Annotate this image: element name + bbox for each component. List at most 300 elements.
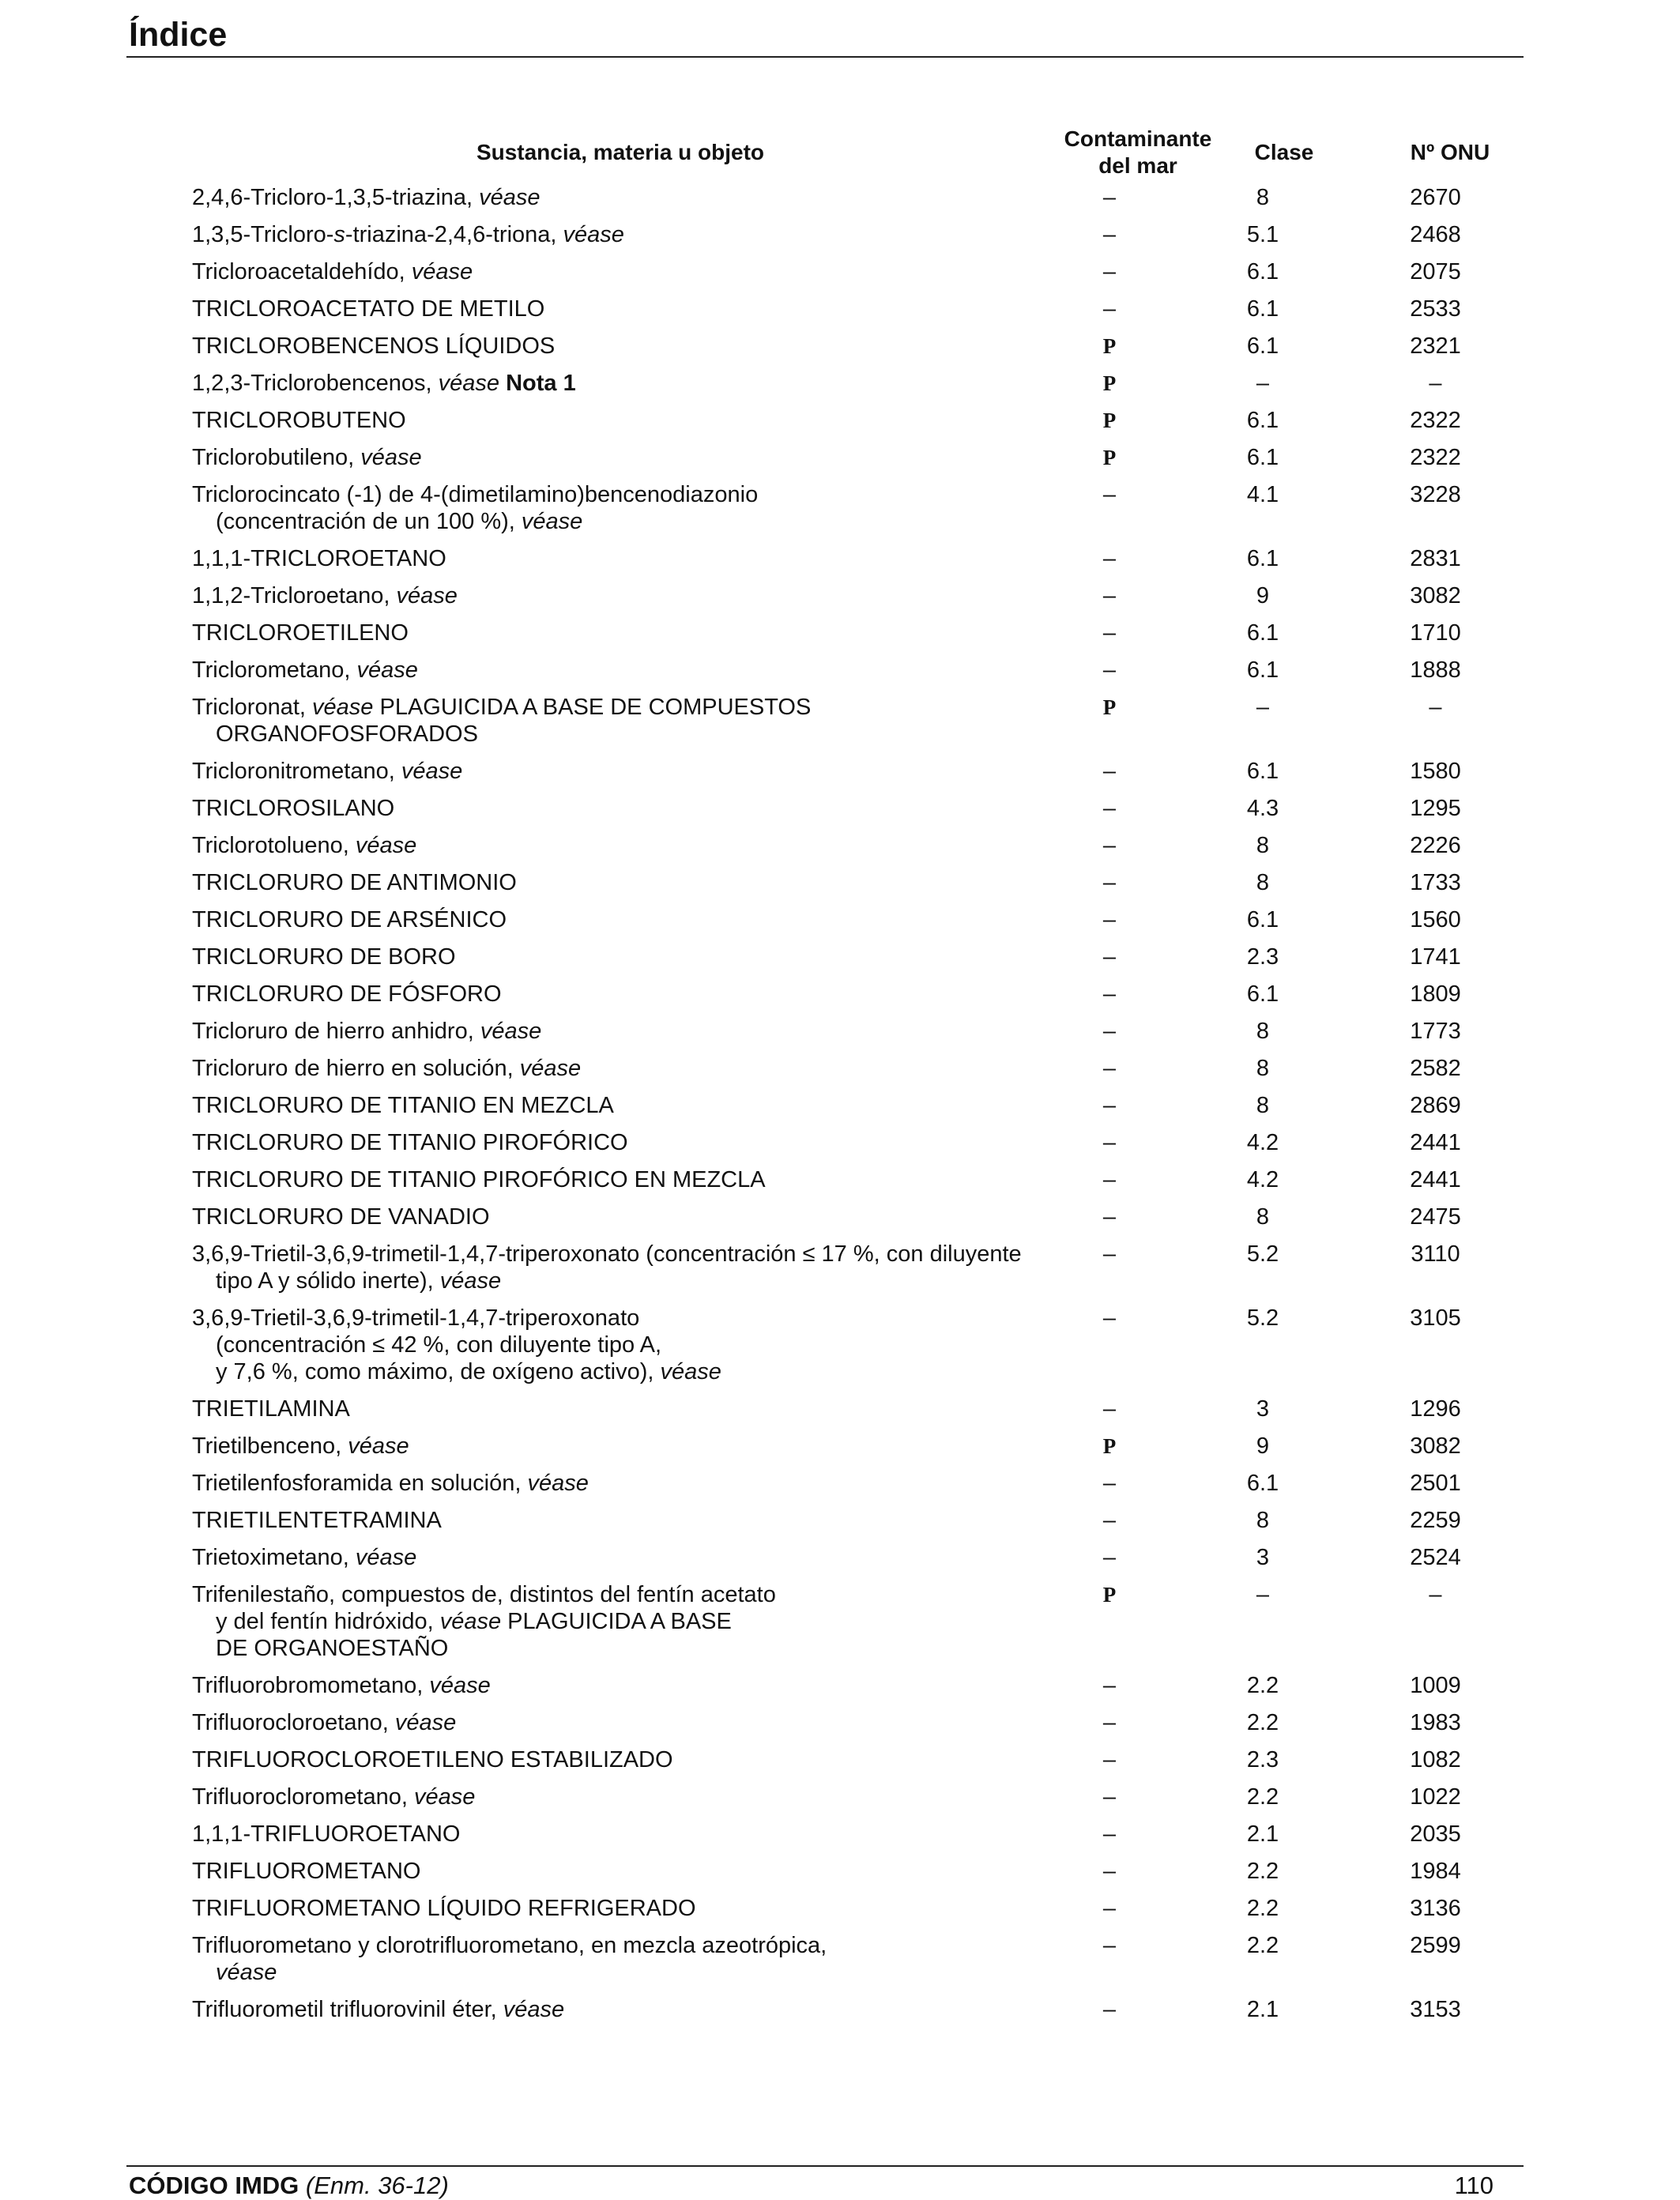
marine-pollutant-dash: – xyxy=(1102,1821,1117,1847)
marine-pollutant-mark: P xyxy=(1102,1583,1117,1607)
table-row xyxy=(186,184,1529,221)
marine-pollutant-cell xyxy=(1035,1204,1184,1241)
substance-name xyxy=(186,1055,1035,1092)
see-reference: véase xyxy=(439,1268,502,1294)
see-reference: véase xyxy=(503,1997,565,2022)
marine-pollutant-cell xyxy=(1035,1166,1184,1204)
marine-pollutant-dash: – xyxy=(1102,1896,1117,1921)
un-number-cell: 1296 xyxy=(1410,1396,1461,1422)
marine-pollutant-dash: – xyxy=(1102,259,1117,284)
un-number-cell: 1082 xyxy=(1410,1747,1461,1772)
marine-pollutant-cell xyxy=(1035,1996,1184,2033)
un-number-cell: 2670 xyxy=(1410,185,1461,210)
substance-line xyxy=(192,1433,1035,1460)
see-reference: véase xyxy=(216,1960,277,1985)
marine-pollutant-dash: – xyxy=(1102,1019,1117,1044)
class-cell: 6.1 xyxy=(1246,1471,1279,1496)
substance-name xyxy=(186,221,1035,258)
substance-text: y del fentín hidróxido, xyxy=(216,1609,440,1634)
marine-pollutant-cell xyxy=(1035,1709,1184,1746)
table-row xyxy=(186,1672,1529,1709)
see-reference: véase xyxy=(396,583,458,608)
un-number-cell: 2869 xyxy=(1410,1093,1461,1118)
marine-pollutant-dash: – xyxy=(1102,1093,1117,1118)
class-cell: 2.3 xyxy=(1246,944,1279,970)
substance-name xyxy=(186,444,1035,481)
substance-line xyxy=(192,981,1035,1008)
substance-text: Tricloroacetaldehído, xyxy=(192,259,412,284)
un-number-cell: 1560 xyxy=(1410,907,1461,932)
class-cell: 4.2 xyxy=(1246,1130,1279,1155)
substance-line xyxy=(192,795,1035,822)
see-reference: véase xyxy=(356,657,418,683)
see-reference: véase xyxy=(355,833,417,858)
substance-text: TRICLORURO DE FÓSFORO xyxy=(192,981,502,1007)
substance-line xyxy=(192,1241,1035,1268)
see-reference: véase xyxy=(660,1359,721,1384)
substance-text: Trietoximetano, xyxy=(192,1545,356,1570)
substance-text: ORGANOFOSFORADOS xyxy=(216,721,478,747)
substance-text: 1,2,3-Triclorobencenos, xyxy=(192,371,439,396)
substance-text: Triclorobutileno, xyxy=(192,445,361,470)
substance-line xyxy=(192,407,1035,434)
see-reference: véase xyxy=(519,1056,582,1081)
substance-line xyxy=(192,296,1035,322)
marine-pollutant-dash: – xyxy=(1102,546,1117,571)
table-row xyxy=(186,1996,1529,2033)
substance-name xyxy=(186,1204,1035,1241)
see-reference: véase xyxy=(438,371,500,396)
table-body xyxy=(186,184,1529,2033)
marine-pollutant-cell xyxy=(1035,694,1184,758)
un-number-cell: 1773 xyxy=(1410,1019,1461,1044)
substance-line xyxy=(192,333,1035,360)
marine-pollutant-cell xyxy=(1035,545,1184,582)
substance-text: TRICLOROBENCENOS LÍQUIDOS xyxy=(192,333,556,359)
substance-continuation-line xyxy=(192,1608,1035,1635)
marine-pollutant-cell xyxy=(1035,944,1184,981)
substance-text: Trifluorometano y clorotrifluorometano, en mezcla azeotrópica, xyxy=(192,1933,827,1958)
substance-line xyxy=(192,657,1035,684)
table-row xyxy=(186,694,1529,758)
un-number-cell: 2831 xyxy=(1410,546,1461,571)
substance-line xyxy=(192,481,1035,508)
substance-text: PLAGUICIDA A BASE xyxy=(501,1609,732,1634)
table-row xyxy=(186,1396,1529,1433)
marine-pollutant-dash: – xyxy=(1102,1204,1117,1230)
marine-pollutant-cell xyxy=(1035,258,1184,296)
un-number-cell: 2468 xyxy=(1410,222,1461,247)
substance-line xyxy=(192,258,1035,285)
substance-line xyxy=(192,1470,1035,1497)
table-row xyxy=(186,1507,1529,1544)
see-reference: véase xyxy=(355,1545,417,1570)
substance-text: TRICLORURO DE ANTIMONIO xyxy=(192,870,517,895)
table-row xyxy=(186,1746,1529,1784)
table-row xyxy=(186,1821,1529,1858)
class-cell: 8 xyxy=(1256,833,1270,858)
substance-continuation-line xyxy=(192,1332,1035,1358)
substance-text: 3,6,9-Trietil-3,6,9-trimetil-1,4,7-triperoxonato (concentración ≤ 17 %, con diluyente xyxy=(192,1241,1022,1267)
table-row xyxy=(186,333,1529,370)
marine-pollutant-mark: P xyxy=(1102,334,1117,358)
substance-name xyxy=(186,184,1035,221)
substance-text: Trifluorocloroetano, xyxy=(192,1710,395,1735)
marine-pollutant-cell xyxy=(1035,1746,1184,1784)
class-cell: 2.2 xyxy=(1246,1933,1279,1958)
class-cell: 5.2 xyxy=(1246,1241,1279,1267)
marine-pollutant-dash: – xyxy=(1102,1241,1117,1267)
marine-pollutant-dash: – xyxy=(1102,222,1117,247)
class-cell: – xyxy=(1256,695,1270,720)
substance-line xyxy=(192,444,1035,471)
substance-continuation-line xyxy=(192,1358,1035,1385)
substance-text: TRICLORURO DE TITANIO PIROFÓRICO EN MEZCLA xyxy=(192,1167,766,1192)
marine-pollutant-cell xyxy=(1035,1672,1184,1709)
un-number-cell: 2582 xyxy=(1410,1056,1461,1081)
marine-pollutant-dash: – xyxy=(1102,981,1117,1007)
marine-pollutant-dash: – xyxy=(1102,1508,1117,1533)
substance-text: TRICLORURO DE VANADIO xyxy=(192,1204,490,1230)
see-reference: véase xyxy=(411,259,473,284)
substance-name xyxy=(186,1821,1035,1858)
substance-line xyxy=(192,758,1035,785)
class-cell: 6.1 xyxy=(1246,333,1279,359)
un-number-cell: 3110 xyxy=(1411,1241,1460,1267)
class-cell: 9 xyxy=(1256,583,1270,608)
substance-continuation-line xyxy=(192,508,1035,535)
substance-text: Trifluorometil trifluorovinil éter, xyxy=(192,1997,503,2022)
marine-pollutant-dash: – xyxy=(1102,1305,1117,1331)
table-row xyxy=(186,1895,1529,1932)
substance-name xyxy=(186,1305,1035,1396)
class-cell: 3 xyxy=(1256,1396,1270,1422)
substance-name xyxy=(186,1396,1035,1433)
un-number-cell: 1741 xyxy=(1410,944,1461,970)
marine-pollutant-mark: P xyxy=(1102,446,1117,469)
substance-text: Triclorometano, xyxy=(192,657,357,683)
substance-name xyxy=(186,1858,1035,1895)
marine-pollutant-dash: – xyxy=(1102,1130,1117,1155)
table-row xyxy=(186,1709,1529,1746)
marine-pollutant-cell xyxy=(1035,1507,1184,1544)
column-header-substance: Sustancia, materia u objeto xyxy=(476,140,765,164)
substance-name xyxy=(186,1544,1035,1581)
class-cell: 6.1 xyxy=(1246,408,1279,433)
marine-pollutant-cell xyxy=(1035,333,1184,370)
substance-line xyxy=(192,944,1035,970)
class-cell: 8 xyxy=(1256,1508,1270,1533)
table-row xyxy=(186,1858,1529,1895)
table-row xyxy=(186,370,1529,407)
marine-pollutant-cell xyxy=(1035,444,1184,481)
substance-line xyxy=(192,1544,1035,1571)
substance-line xyxy=(192,1396,1035,1422)
un-number-cell: 3082 xyxy=(1410,583,1461,608)
marine-pollutant-dash: – xyxy=(1102,482,1117,507)
marine-pollutant-dash: – xyxy=(1102,1471,1117,1496)
substance-text: Tricloronitrometano, xyxy=(192,759,401,784)
substance-line xyxy=(192,1784,1035,1810)
un-number-cell: 1009 xyxy=(1410,1673,1461,1698)
table-row xyxy=(186,1055,1529,1092)
substance-name xyxy=(186,795,1035,832)
class-cell: 6.1 xyxy=(1246,657,1279,683)
class-cell: 3 xyxy=(1256,1545,1270,1570)
un-number-cell: 2322 xyxy=(1410,445,1461,470)
substance-line xyxy=(192,1204,1035,1230)
table-row xyxy=(186,1433,1529,1470)
class-cell: 8 xyxy=(1256,1093,1270,1118)
class-cell: 2.3 xyxy=(1246,1747,1279,1772)
substance-text: TRICLOROACETATO DE METILO xyxy=(192,296,545,322)
class-cell: 6.1 xyxy=(1246,981,1279,1007)
substance-name xyxy=(186,407,1035,444)
table-row xyxy=(186,906,1529,944)
marine-pollutant-dash: – xyxy=(1102,759,1117,784)
page-number: 110 xyxy=(1454,2172,1494,2199)
marine-pollutant-dash: – xyxy=(1102,870,1117,895)
substance-name xyxy=(186,1092,1035,1129)
class-cell: 2.1 xyxy=(1246,1821,1279,1847)
substance-continuation-line xyxy=(192,1268,1035,1294)
marine-pollutant-dash: – xyxy=(1102,833,1117,858)
table-row xyxy=(186,296,1529,333)
marine-pollutant-cell xyxy=(1035,1470,1184,1507)
table-row xyxy=(186,1784,1529,1821)
un-number-cell: 2501 xyxy=(1410,1471,1461,1496)
see-reference: véase xyxy=(480,1019,542,1044)
table-row xyxy=(186,444,1529,481)
substance-continuation-line xyxy=(192,721,1035,748)
marine-pollutant-dash: – xyxy=(1102,1545,1117,1570)
class-cell: 9 xyxy=(1256,1433,1270,1459)
marine-pollutant-cell xyxy=(1035,582,1184,620)
un-number-cell: – xyxy=(1429,371,1442,396)
un-number-cell: 2475 xyxy=(1410,1204,1461,1230)
marine-pollutant-cell xyxy=(1035,1241,1184,1305)
marine-pollutant-mark: P xyxy=(1102,695,1117,719)
substance-text: (concentración de un 100 %), xyxy=(216,509,522,534)
marine-pollutant-cell xyxy=(1035,221,1184,258)
substance-name xyxy=(186,545,1035,582)
un-number-cell: 1022 xyxy=(1410,1784,1461,1810)
see-reference: véase xyxy=(312,695,374,720)
marine-pollutant-cell xyxy=(1035,1932,1184,1996)
un-number-cell: 2441 xyxy=(1410,1130,1461,1155)
table-row xyxy=(186,832,1529,869)
see-reference: véase xyxy=(413,1784,476,1810)
class-cell: 2.1 xyxy=(1246,1997,1279,2022)
marine-pollutant-dash: – xyxy=(1102,620,1117,646)
substance-text: Triclorotolueno, xyxy=(192,833,356,858)
substance-text: 2,4,6-Tricloro-1,3,5-triazina, xyxy=(192,185,480,210)
see-reference: véase xyxy=(521,509,583,534)
marine-pollutant-cell xyxy=(1035,1544,1184,1581)
table-row xyxy=(186,1129,1529,1166)
un-number-cell: 1888 xyxy=(1410,657,1461,683)
substance-line xyxy=(192,1746,1035,1773)
substance-text: TRIETILAMINA xyxy=(192,1396,350,1422)
see-reference: s xyxy=(333,222,345,247)
substance-text: TRIFLUOROMETANO LÍQUIDO REFRIGERADO xyxy=(192,1896,696,1921)
substance-name xyxy=(186,333,1035,370)
marine-pollutant-cell xyxy=(1035,906,1184,944)
substance-text: 3,6,9-Trietil-3,6,9-trimetil-1,4,7-triperoxonato xyxy=(192,1305,640,1331)
class-cell: – xyxy=(1256,371,1270,396)
substance-line xyxy=(192,1996,1035,2023)
substance-continuation-line xyxy=(192,1635,1035,1662)
class-cell: 6.1 xyxy=(1246,296,1279,322)
substance-name xyxy=(186,758,1035,795)
table-row xyxy=(186,407,1529,444)
class-cell: 2.2 xyxy=(1246,1859,1279,1884)
see-reference: véase xyxy=(479,185,541,210)
un-number-cell: 2599 xyxy=(1410,1933,1461,1958)
un-number-cell: 2322 xyxy=(1410,408,1461,433)
table-row xyxy=(186,582,1529,620)
substance-name xyxy=(186,1507,1035,1544)
see-reference: véase xyxy=(401,759,463,784)
marine-pollutant-dash: – xyxy=(1102,1997,1117,2022)
un-number-cell: 1984 xyxy=(1410,1859,1461,1884)
substance-name xyxy=(186,1433,1035,1470)
marine-pollutant-cell xyxy=(1035,370,1184,407)
substance-name xyxy=(186,1895,1035,1932)
substance-text: Tricloronat, xyxy=(192,695,313,720)
marine-pollutant-cell xyxy=(1035,1581,1184,1672)
substance-text: TRICLORURO DE TITANIO EN MEZCLA xyxy=(192,1093,614,1118)
substance-text: y 7,6 %, como máximo, de oxígeno activo), xyxy=(216,1359,661,1384)
marine-pollutant-dash: – xyxy=(1102,1933,1117,1958)
class-cell: 8 xyxy=(1256,1056,1270,1081)
substance-text: Trifluoroclorometano, xyxy=(192,1784,414,1810)
substance-line xyxy=(192,832,1035,859)
marine-pollutant-dash: – xyxy=(1102,185,1117,210)
substance-text: TRICLOROSILANO xyxy=(192,796,395,821)
column-header-un-number: Nº ONU xyxy=(1410,140,1490,164)
substance-line xyxy=(192,1821,1035,1848)
class-cell: 2.2 xyxy=(1246,1784,1279,1810)
un-number-cell: 2075 xyxy=(1410,259,1461,284)
substance-name xyxy=(186,1672,1035,1709)
substance-name xyxy=(186,1996,1035,2033)
marine-pollutant-cell xyxy=(1035,1092,1184,1129)
un-number-cell: 2035 xyxy=(1410,1821,1461,1847)
substance-name xyxy=(186,1581,1035,1672)
un-number-cell: 1809 xyxy=(1410,981,1461,1007)
substance-line xyxy=(192,869,1035,896)
table-row xyxy=(186,221,1529,258)
class-cell: 4.2 xyxy=(1246,1167,1279,1192)
substance-line xyxy=(192,1166,1035,1193)
marine-pollutant-dash: – xyxy=(1102,296,1117,322)
substance-line xyxy=(192,1932,1035,1959)
marine-pollutant-cell xyxy=(1035,1784,1184,1821)
class-cell: 5.2 xyxy=(1246,1305,1279,1331)
substance-text: PLAGUICIDA A BASE DE COMPUESTOS xyxy=(373,695,812,720)
class-cell: 6.1 xyxy=(1246,259,1279,284)
substance-name xyxy=(186,370,1035,407)
marine-pollutant-dash: – xyxy=(1102,657,1117,683)
footer-edition: (Enm. 36-12) xyxy=(305,2172,449,2199)
marine-pollutant-cell xyxy=(1035,296,1184,333)
class-cell: 8 xyxy=(1256,185,1270,210)
substance-name xyxy=(186,582,1035,620)
substance-line xyxy=(192,1709,1035,1736)
un-number-cell: 2321 xyxy=(1410,333,1461,359)
substance-text: Tricloruro de hierro anhidro, xyxy=(192,1019,480,1044)
substance-line xyxy=(192,1581,1035,1608)
marine-pollutant-cell xyxy=(1035,1129,1184,1166)
substance-text: (concentración ≤ 42 %, con diluyente tipo A, xyxy=(216,1332,662,1358)
substance-text: Trifluorobromometano, xyxy=(192,1673,430,1698)
substance-line xyxy=(192,620,1035,646)
marine-pollutant-cell xyxy=(1035,657,1184,694)
substance-line xyxy=(192,1895,1035,1922)
substance-line xyxy=(192,1092,1035,1119)
marine-pollutant-cell xyxy=(1035,869,1184,906)
table-row xyxy=(186,1204,1529,1241)
substance-line xyxy=(192,1858,1035,1885)
substance-name xyxy=(186,906,1035,944)
table-row xyxy=(186,481,1529,545)
substance-name xyxy=(186,1129,1035,1166)
un-number-cell: 1710 xyxy=(1410,620,1461,646)
marine-pollutant-dash: – xyxy=(1102,1673,1117,1698)
header-rule xyxy=(126,56,1524,58)
un-number-cell: – xyxy=(1429,695,1442,720)
substance-text: TRIETILENTETRAMINA xyxy=(192,1508,442,1533)
un-number-cell: 3082 xyxy=(1410,1433,1461,1459)
substance-name xyxy=(186,1784,1035,1821)
table-row xyxy=(186,758,1529,795)
marine-pollutant-dash: – xyxy=(1102,1747,1117,1772)
marine-pollutant-cell xyxy=(1035,1821,1184,1858)
footer-code: CÓDIGO IMDG xyxy=(129,2172,299,2199)
substance-line xyxy=(192,1129,1035,1156)
column-header-marine-line2: del mar xyxy=(1098,153,1177,178)
substance-text: 1,1,1-TRICLOROETANO xyxy=(192,546,446,571)
substance-line xyxy=(192,1305,1035,1332)
substance-line xyxy=(192,370,1035,397)
substance-text: TRICLORURO DE BORO xyxy=(192,944,456,970)
marine-pollutant-dash: – xyxy=(1102,1167,1117,1192)
marine-pollutant-mark: P xyxy=(1102,371,1117,395)
marine-pollutant-cell xyxy=(1035,481,1184,545)
un-number-cell: 3228 xyxy=(1410,482,1461,507)
column-header-marine-line1: Contaminante xyxy=(1064,126,1212,151)
table-row xyxy=(186,1166,1529,1204)
class-cell: 6.1 xyxy=(1246,546,1279,571)
substance-text: 1,3,5-Tricloro- xyxy=(192,222,334,247)
substance-text: Triclorocincato (-1) de 4-(dimetilamino)bencenodiazonio xyxy=(192,482,759,507)
substance-text: Tricloruro de hierro en solución, xyxy=(192,1056,520,1081)
marine-pollutant-mark: P xyxy=(1102,409,1117,432)
footer-publication xyxy=(129,2172,449,2200)
un-number-cell: 2259 xyxy=(1410,1508,1461,1533)
marine-pollutant-dash: – xyxy=(1102,583,1117,608)
marine-pollutant-cell xyxy=(1035,620,1184,657)
class-cell: 4.3 xyxy=(1246,796,1279,821)
substance-name xyxy=(186,1932,1035,1996)
substance-name xyxy=(186,869,1035,906)
substance-text: Trietilenfosforamida en solución, xyxy=(192,1471,528,1496)
class-cell: 2.2 xyxy=(1246,1896,1279,1921)
substance-line xyxy=(192,184,1035,211)
substance-index-table xyxy=(186,184,1529,2033)
substance-text: Trifenilestaño, compuestos de, distintos del fentín acetato xyxy=(192,1582,776,1607)
